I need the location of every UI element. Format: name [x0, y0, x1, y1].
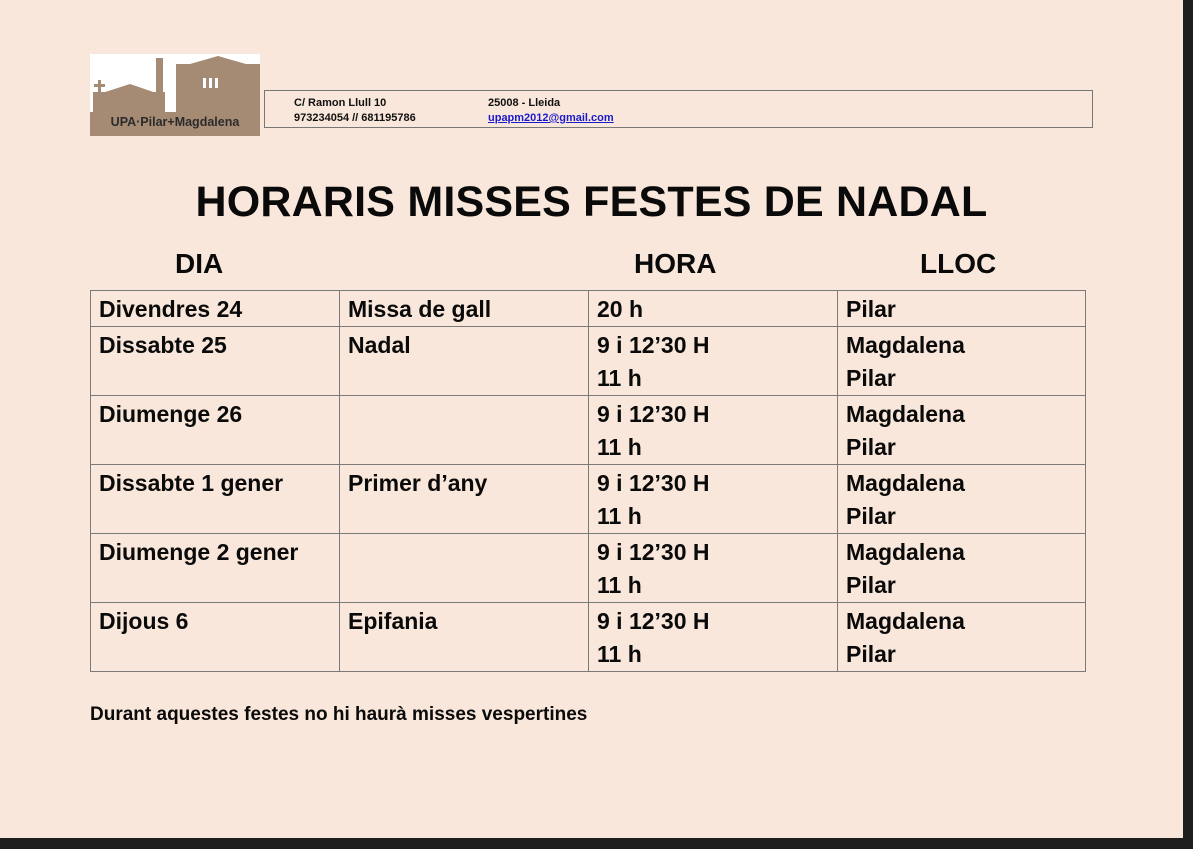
place-text: Pilar [846, 641, 896, 667]
place-cell [838, 396, 1086, 465]
table-row [91, 603, 1086, 672]
day-cell: Diumenge 26 [91, 396, 340, 465]
event-cell [340, 396, 589, 465]
place-text: Magdalena [846, 401, 965, 427]
event-cell [340, 534, 589, 603]
day-cell: Dissabte 25 [91, 327, 340, 396]
table-row [91, 327, 1086, 396]
table-row [91, 534, 1086, 603]
time-text: 9 i 12’30 H [597, 332, 710, 358]
place-cell [838, 291, 1086, 327]
place-text: Magdalena [846, 470, 965, 496]
place-text: Magdalena [846, 539, 965, 565]
day-cell: Dissabte 1 gener [91, 465, 340, 534]
contact-box [264, 90, 1093, 128]
time-text: 9 i 12’30 H [597, 401, 710, 427]
schedule-table [90, 290, 1086, 672]
table-row [91, 396, 1086, 465]
column-header-dia: DIA [175, 248, 224, 279]
event-cell: Nadal [340, 327, 589, 396]
place-cell [838, 327, 1086, 396]
place-text: Magdalena [846, 608, 965, 634]
day-cell: Diumenge 2 gener [91, 534, 340, 603]
table-row [91, 465, 1086, 534]
time-text: 9 i 12’30 H [597, 470, 710, 496]
address-text: C/ Ramon Llull 10 [294, 97, 387, 109]
event-cell: Epifania [340, 603, 589, 672]
time-text: 9 i 12’30 H [597, 608, 710, 634]
column-header-hora: HORA [634, 248, 717, 279]
time-text: 20 h [597, 296, 644, 322]
time-text: 11 h [597, 572, 642, 598]
parish-logo [90, 54, 260, 136]
postal-text: 25008 - Lleida [488, 97, 561, 109]
time-text: 11 h [597, 503, 642, 529]
place-text: Pilar [846, 434, 896, 460]
page-title: HORARIS MISSES FESTES DE NADAL [195, 178, 988, 226]
time-text: 11 h [597, 365, 642, 391]
place-cell [838, 534, 1086, 603]
time-text: 11 h [597, 434, 642, 460]
time-cell [589, 465, 838, 534]
place-cell [838, 603, 1086, 672]
event-cell: Missa de gall [340, 291, 589, 327]
day-cell: Divendres 24 [91, 291, 340, 327]
place-text: Pilar [846, 365, 896, 391]
place-cell [838, 465, 1086, 534]
email-link[interactable]: upapm2012@gmail.com [488, 112, 614, 124]
place-text: Pilar [846, 296, 896, 322]
time-text: 11 h [597, 641, 642, 667]
day-cell: Dijous 6 [91, 603, 340, 672]
time-cell [589, 396, 838, 465]
logo-text: UPA·Pilar+Magdalena [110, 115, 240, 129]
column-header-lloc: LLOC [920, 248, 997, 279]
time-cell [589, 327, 838, 396]
time-cell [589, 534, 838, 603]
table-row [91, 291, 1086, 327]
place-text: Pilar [846, 572, 896, 598]
time-text: 9 i 12’30 H [597, 539, 710, 565]
place-text: Magdalena [846, 332, 965, 358]
time-cell [589, 291, 838, 327]
time-cell [589, 603, 838, 672]
place-text: Pilar [846, 503, 896, 529]
footer-note: Durant aquestes festes no hi haurà misses vespertines [90, 704, 588, 725]
event-cell: Primer d’any [340, 465, 589, 534]
phone-text: 973234054 // 681195786 [294, 112, 416, 124]
